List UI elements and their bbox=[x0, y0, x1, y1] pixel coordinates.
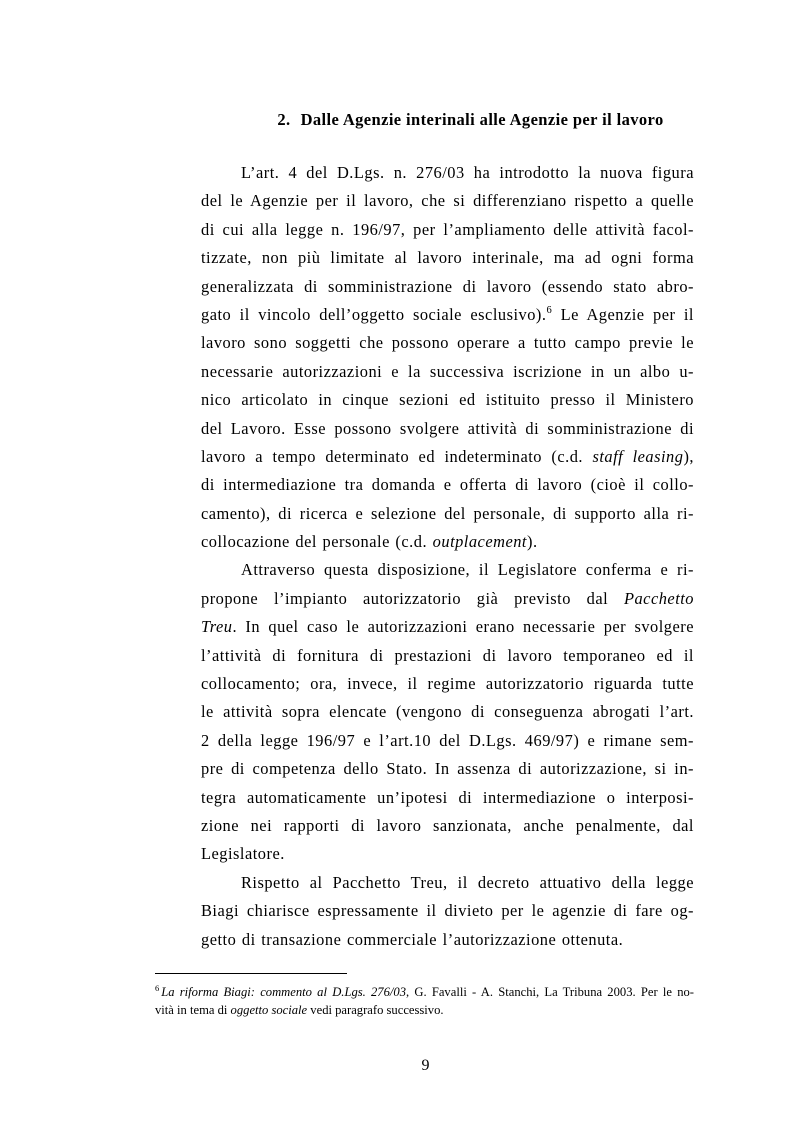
footnote bbox=[155, 983, 694, 1019]
text-line: getto di transazione commerciale l’autorizzazione ottenuta. bbox=[201, 929, 624, 949]
section-heading bbox=[0, 110, 793, 130]
section-number: 2. bbox=[277, 110, 291, 129]
text-segment: Le Agenzie per il bbox=[552, 304, 694, 324]
text-line: necessarie autorizzazioni e la successiva iscrizione in un albo u- bbox=[201, 361, 694, 381]
text-segment: vedi paragrafo successivo. bbox=[307, 1003, 444, 1017]
text-line: l’attività di fornitura di prestazioni di lavoro temporaneo ed il bbox=[201, 645, 694, 665]
text-segment: ). bbox=[526, 532, 538, 552]
text-line bbox=[201, 528, 694, 556]
text-line: Attraverso questa disposizione, il Legislatore conferma e ri- bbox=[241, 560, 694, 580]
text-line: di intermediazione tra domanda e offerta di lavoro (cioè il collo- bbox=[201, 475, 694, 495]
section-title: Dalle Agenzie interinali alle Agenzie per il lavoro bbox=[300, 110, 664, 129]
footnote-line bbox=[155, 1001, 694, 1019]
text-segment: propone l’impianto autorizzatorio già previsto dal bbox=[201, 588, 624, 608]
text-line: tizzate, non più limitate al lavoro interinale, ma ad ogni forma bbox=[201, 248, 694, 268]
footnote-line bbox=[155, 983, 694, 1001]
text-segment: , G. Favalli - A. Stanchi, La Tribuna 2003. Per le no- bbox=[406, 985, 694, 999]
italic-term: staff leasing bbox=[592, 446, 684, 466]
text-line: nico articolato in cinque sezioni ed istituito presso il Ministero bbox=[201, 390, 694, 410]
italic-term: outplacement bbox=[432, 532, 527, 552]
footnote-reference[interactable]: 6 bbox=[546, 304, 553, 316]
text-line bbox=[201, 613, 694, 641]
text-line: zione nei rapporti di lavoro sanzionata, anche penalmente, dal bbox=[201, 815, 694, 835]
text-line bbox=[201, 443, 694, 471]
text-line: tegra automaticamente un’ipotesi di intermediazione o interposi- bbox=[201, 787, 694, 807]
text-line: del le Agenzie per il lavoro, che si differenziano rispetto a quelle bbox=[201, 191, 694, 211]
text-segment: gato il vincolo dell’oggetto sociale esclusivo). bbox=[201, 304, 547, 324]
page-number: 9 bbox=[421, 1057, 430, 1074]
text-line: Rispetto al Pacchetto Treu, il decreto attuativo della legge bbox=[241, 872, 694, 892]
body-text bbox=[201, 159, 694, 954]
text-segment: vità in tema di bbox=[155, 1003, 231, 1017]
text-line: collocamento; ora, invece, il regime autorizzatorio riguarda tutte bbox=[201, 674, 694, 694]
text-line: del Lavoro. Esse possono svolgere attività di somministrazione di bbox=[201, 418, 694, 438]
text-line: generalizzata di somministrazione di lavoro (essendo stato abro- bbox=[201, 276, 694, 296]
footnote-divider bbox=[155, 973, 347, 974]
italic-term: Pacchetto bbox=[623, 588, 694, 608]
text-line: lavoro sono soggetti che possono operare a tutto campo previe le bbox=[201, 333, 694, 353]
text-segment: . In quel caso le autorizzazioni erano necessarie per svolgere bbox=[232, 617, 694, 637]
footnote-marker: 6 bbox=[155, 983, 160, 993]
italic-term: Treu bbox=[201, 617, 233, 637]
text-line: 2 della legge 196/97 e l’art.10 del D.Lgs. 469/97) e rimane sem- bbox=[201, 730, 694, 750]
text-line: le attività sopra elencate (vengono di conseguenza abrogati l’art. bbox=[201, 702, 694, 722]
text-line: camento), di ricerca e selezione del personale, di supporto alla ri- bbox=[201, 503, 694, 523]
text-segment: collocazione del personale (c.d. bbox=[201, 532, 433, 552]
text-line bbox=[201, 585, 694, 613]
text-line: Legislatore. bbox=[201, 844, 285, 864]
text-line: pre di competenza dello Stato. In assenza di autorizzazione, si in- bbox=[201, 759, 694, 779]
italic-term: La riforma Biagi: commento al D.Lgs. 276/03 bbox=[161, 985, 406, 999]
text-line bbox=[201, 301, 694, 329]
text-segment: lavoro a tempo determinato ed indeterminato (c.d. bbox=[201, 446, 593, 466]
text-line: L’art. 4 del D.Lgs. n. 276/03 ha introdotto la nuova figura bbox=[241, 163, 694, 182]
italic-term: oggetto sociale bbox=[230, 1003, 308, 1017]
text-segment: ), bbox=[683, 446, 694, 466]
text-line: Biagi chiarisce espressamente il divieto per le agenzie di fare og- bbox=[201, 901, 694, 921]
text-line: di cui alla legge n. 196/97, per l’ampliamento delle attività facol- bbox=[201, 219, 694, 239]
